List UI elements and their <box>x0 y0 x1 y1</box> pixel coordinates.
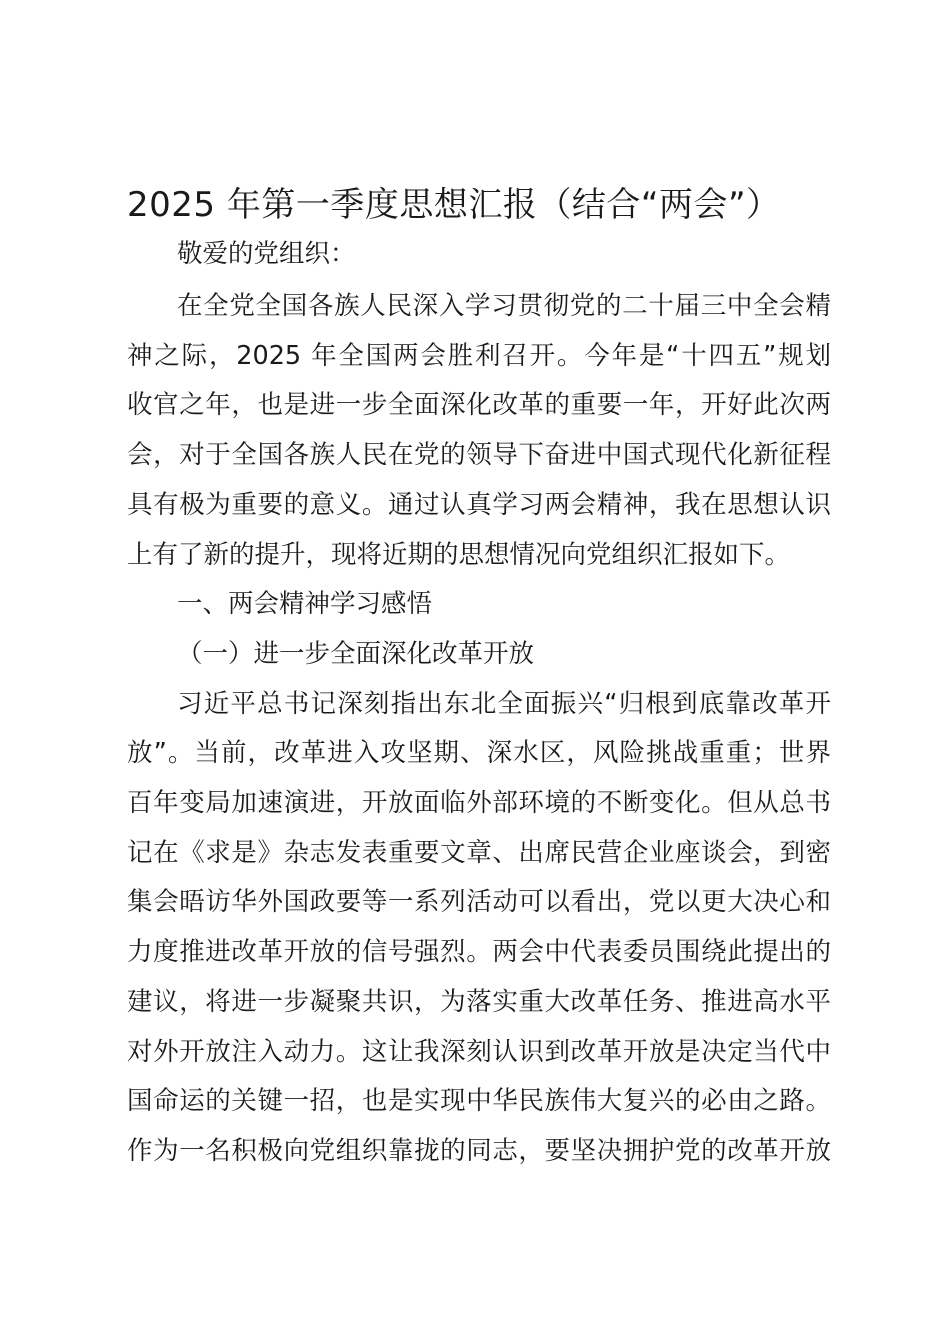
paragraph-line: 力度推进改革开放的信号强烈。两会中代表委员围绕此提出的 <box>127 937 831 967</box>
paragraph-line: 作为一名积极向党组织靠拢的同志，要坚决拥护党的改革开放 <box>127 1136 831 1166</box>
paragraph-line: 会，对于全国各族人民在党的领导下奋进中国式现代化新征程 <box>127 440 831 470</box>
subsection-heading: （一）进一步全面深化改革开放 <box>177 639 535 669</box>
paragraph-line: 对外开放注入动力。这让我深刻认识到改革开放是决定当代中 <box>127 1037 831 1067</box>
document-title: 2025 年第一季度思想汇报（结合“两会”） <box>127 185 781 225</box>
paragraph-line: 放”。当前，改革进入攻坚期、深水区，风险挑战重重；世界 <box>127 738 831 768</box>
section-heading: 一、两会精神学习感悟 <box>177 589 433 619</box>
paragraph-line: 习近平总书记深刻指出东北全面振兴“归根到底靠改革开 <box>177 689 831 719</box>
paragraph-line: 记在《求是》杂志发表重要文章、出席民营企业座谈会，到密 <box>127 838 831 868</box>
paragraph-line: 在全党全国各族人民深入学习贯彻党的二十届三中全会精 <box>177 291 831 321</box>
paragraph-line: 收官之年，也是进一步全面深化改革的重要一年，开好此次两 <box>127 390 831 420</box>
paragraph-line: 上有了新的提升，现将近期的思想情况向党组织汇报如下。 <box>127 540 791 570</box>
paragraph-line: 建议，将进一步凝聚共识，为落实重大改革任务、推进高水平 <box>127 987 831 1017</box>
paragraph-line: 集会晤访华外国政要等一系列活动可以看出，党以更大决心和 <box>127 887 831 917</box>
salutation: 敬爱的党组织： <box>177 239 356 269</box>
paragraph-line: 神之际，2025 年全国两会胜利召开。今年是“十四五”规划 <box>127 341 831 371</box>
paragraph-line: 国命运的关键一招，也是实现中华民族伟大复兴的必由之路。 <box>127 1086 831 1116</box>
paragraph-line: 百年变局加速演进，开放面临外部环境的不断变化。但从总书 <box>127 788 831 818</box>
paragraph-line: 具有极为重要的意义。通过认真学习两会精神，我在思想认识 <box>127 490 831 520</box>
